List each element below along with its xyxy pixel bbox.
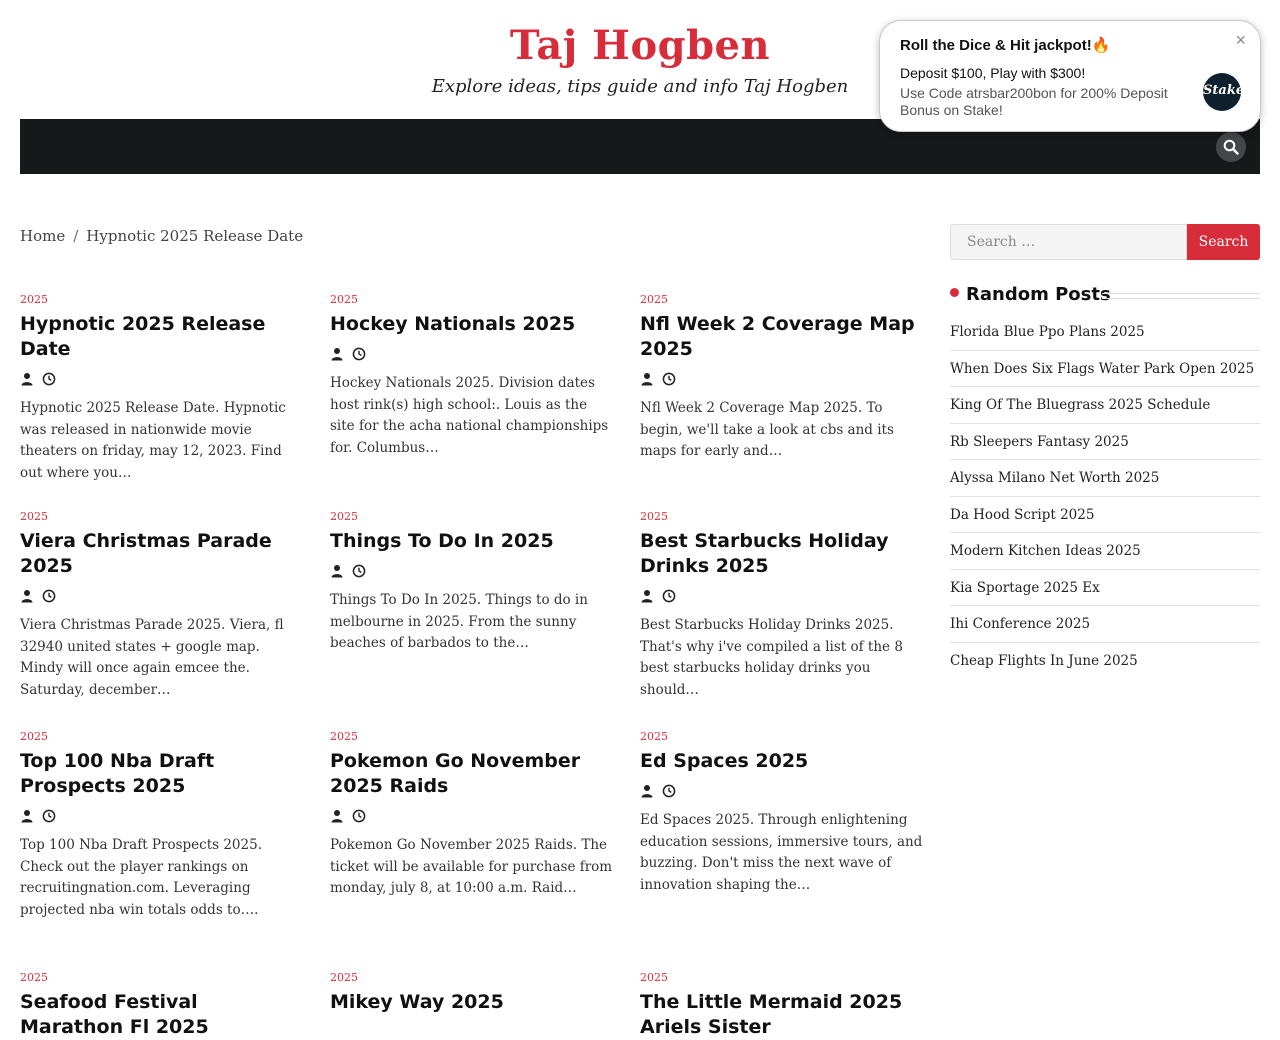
post-meta: [640, 370, 925, 386]
clock-icon[interactable]: [662, 371, 676, 385]
post-excerpt: Things To Do In 2025. Things to do in melbourne in 2025. From the sunny beaches of barbados to the…: [330, 592, 588, 651]
promo-popup[interactable]: [879, 20, 1261, 132]
clock-icon[interactable]: [42, 371, 56, 385]
post-meta: [330, 562, 615, 578]
post-title[interactable]: Top 100 Nba Draft Prospects 2025: [20, 750, 215, 797]
clock-icon[interactable]: [352, 563, 366, 577]
user-icon[interactable]: [20, 808, 34, 822]
post-category[interactable]: 2025: [330, 510, 358, 523]
post-excerpt: Ed Spaces 2025. Through enlightening education sessions, immersive tours, and buzzing. Don't miss the next wave of innovation shaping the…: [640, 812, 923, 893]
random-post-link[interactable]: Florida Blue Ppo Plans 2025: [950, 314, 1260, 351]
post-excerpt: Nfl Week 2 Coverage Map 2025. To begin, we'll take a look at cbs and its maps for early and…: [640, 400, 894, 459]
post-card: [330, 971, 615, 1015]
clock-icon[interactable]: [352, 808, 366, 822]
random-post-link[interactable]: Ihi Conference 2025: [950, 606, 1260, 643]
post-category[interactable]: 2025: [330, 730, 358, 743]
nav-search-button[interactable]: [1216, 132, 1246, 162]
post-category[interactable]: 2025: [330, 293, 358, 306]
random-post-link[interactable]: Kia Sportage 2025 Ex: [950, 570, 1260, 607]
post-title[interactable]: Ed Spaces 2025: [640, 750, 809, 772]
search-icon: [1223, 139, 1239, 155]
clock-icon[interactable]: [662, 783, 676, 797]
post-excerpt: Pokemon Go November 2025 Raids. The ticket will be available for purchase from monday, july 8, at 10:00 a.m. Raid…: [330, 837, 613, 896]
title-dot: [950, 288, 959, 297]
post-category[interactable]: 2025: [640, 293, 668, 306]
post-card: [20, 730, 305, 921]
stake-logo: Stake: [1203, 73, 1241, 111]
random-post-link[interactable]: Alyssa Milano Net Worth 2025: [950, 460, 1260, 497]
post-card: [20, 293, 305, 484]
post-title[interactable]: Seafood Festival Marathon Fl 2025: [20, 991, 209, 1038]
user-icon[interactable]: [640, 783, 654, 797]
post-meta: [640, 782, 925, 798]
post-category[interactable]: 2025: [640, 510, 668, 523]
breadcrumb: [20, 227, 303, 245]
close-icon[interactable]: ×: [1235, 30, 1246, 50]
post-card: [20, 510, 305, 701]
post-meta: [20, 370, 305, 386]
post-title[interactable]: Pokemon Go November 2025 Raids: [330, 750, 581, 797]
widget-title-text: Random Posts: [966, 284, 1111, 305]
random-posts-widget-title: [950, 284, 1260, 308]
post-category[interactable]: 2025: [640, 971, 668, 984]
title-divider: [1102, 293, 1260, 299]
popup-line1: Deposit $100, Play with $300!: [900, 65, 1086, 81]
post-meta: [20, 587, 305, 603]
breadcrumb-separator: /: [73, 227, 79, 245]
sidebar-search-button[interactable]: Search: [1187, 224, 1260, 260]
random-post-link[interactable]: When Does Six Flags Water Park Open 2025: [950, 351, 1260, 388]
post-card: [330, 293, 615, 459]
post-card: [20, 971, 305, 1040]
post-title[interactable]: Viera Christmas Parade 2025: [20, 530, 272, 577]
post-excerpt: Top 100 Nba Draft Prospects 2025. Check out the player rankings on recruitingnation.com. Leveraging projected nba win totals odds to….: [20, 837, 262, 918]
clock-icon[interactable]: [42, 588, 56, 602]
popup-title: Roll the Dice & Hit jackpot!🔥: [900, 37, 1111, 54]
post-meta: [330, 807, 615, 823]
random-post-link[interactable]: Da Hood Script 2025: [950, 497, 1260, 534]
site-title[interactable]: Taj Hogben: [509, 22, 771, 69]
post-category[interactable]: 2025: [20, 971, 48, 984]
user-icon[interactable]: [640, 371, 654, 385]
post-card: [640, 510, 925, 701]
random-post-link[interactable]: King Of The Bluegrass 2025 Schedule: [950, 387, 1260, 424]
post-title[interactable]: Mikey Way 2025: [330, 991, 504, 1013]
clock-icon[interactable]: [352, 346, 366, 360]
post-category[interactable]: 2025: [640, 730, 668, 743]
post-meta: [640, 587, 925, 603]
post-category[interactable]: 2025: [20, 730, 48, 743]
site-tagline: Explore ideas, tips guide and info Taj Hogben: [431, 76, 849, 97]
post-category[interactable]: 2025: [20, 510, 48, 523]
post-title[interactable]: Things To Do In 2025: [330, 530, 554, 552]
breadcrumb-home-link[interactable]: Home: [20, 227, 66, 245]
user-icon[interactable]: [20, 371, 34, 385]
post-title[interactable]: Nfl Week 2 Coverage Map 2025: [640, 313, 915, 360]
post-excerpt: Hockey Nationals 2025. Division dates host rink(s) high school:. Louis as the site for the acha national championships for. Columbus…: [330, 375, 609, 456]
post-meta: [20, 807, 305, 823]
post-meta: [330, 345, 615, 361]
post-title[interactable]: Best Starbucks Holiday Drinks 2025: [640, 530, 889, 577]
post-title[interactable]: Hockey Nationals 2025: [330, 313, 576, 335]
post-card: [330, 510, 615, 655]
post-card: [640, 730, 925, 896]
breadcrumb-current: Hypnotic 2025 Release Date: [86, 227, 304, 245]
user-icon[interactable]: [640, 588, 654, 602]
post-card: [640, 971, 925, 1040]
post-title[interactable]: The Little Mermaid 2025 Ariels Sister: [640, 991, 903, 1038]
user-icon[interactable]: [330, 808, 344, 822]
post-title[interactable]: Hypnotic 2025 Release Date: [20, 313, 266, 360]
clock-icon[interactable]: [42, 808, 56, 822]
post-category[interactable]: 2025: [20, 293, 48, 306]
post-card: [640, 293, 925, 463]
random-post-link[interactable]: Modern Kitchen Ideas 2025: [950, 533, 1260, 570]
post-excerpt: Hypnotic 2025 Release Date. Hypnotic was released in nationwide movie theaters on friday, may 12, 2023. Find out where you…: [20, 400, 286, 481]
random-post-link[interactable]: Cheap Flights In June 2025: [950, 652, 1138, 669]
user-icon[interactable]: [330, 346, 344, 360]
sidebar-search-input[interactable]: [950, 224, 1187, 260]
user-icon[interactable]: [330, 563, 344, 577]
popup-line2: Use Code atrsbar200bon for 200% Deposit Bonus on Stake!: [900, 85, 1168, 118]
post-excerpt: Best Starbucks Holiday Drinks 2025. That's why i've compiled a list of the 8 best starbucks holiday drinks you should…: [640, 617, 903, 698]
clock-icon[interactable]: [662, 588, 676, 602]
post-excerpt: Viera Christmas Parade 2025. Viera, fl 32940 united states + google map. Mindy will once again emcee the. Saturday, december…: [20, 617, 284, 698]
post-category[interactable]: 2025: [330, 971, 358, 984]
post-card: [330, 730, 615, 900]
random-posts-list: [950, 314, 1260, 679]
user-icon[interactable]: [20, 588, 34, 602]
random-post-link[interactable]: Rb Sleepers Fantasy 2025: [950, 424, 1260, 461]
